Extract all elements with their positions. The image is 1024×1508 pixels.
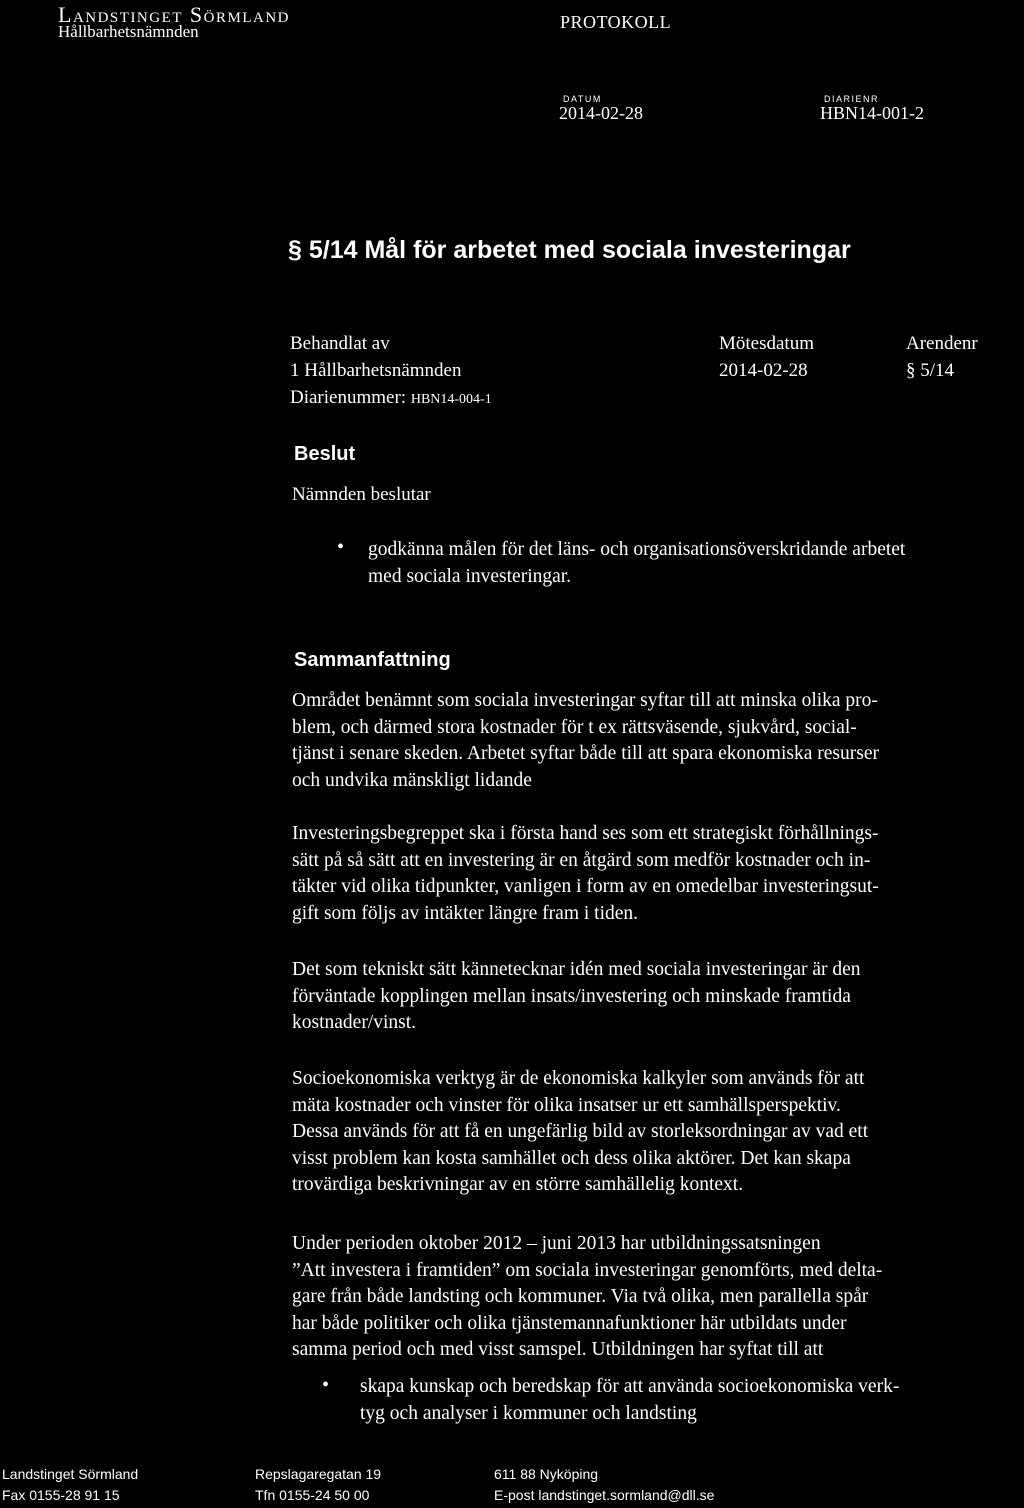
text-line: Investeringsbegreppet ska i första hand ses som ett strategiskt förhållnings- [292,823,879,844]
meeting-date-value: 2014-02-28 [719,360,808,381]
text-line: Under perioden oktober 2012 – juni 2013 har utbildningssatsningen [292,1233,821,1254]
text-line: Socioekonomiska verktyg är de ekonomiska kalkyler som används för att [292,1068,865,1089]
text-line: tyg och analyser i kommuner och landsting [360,1402,697,1424]
case-number-value: § 5/14 [906,360,955,381]
beslut-intro: Nämnden beslutar [292,484,431,505]
footer-postal: 611 88 Nyköping [494,1466,599,1482]
page-title: § 5/14 Mål för arbetet med sociala investeringar [288,236,851,264]
diarienr-value: HBN14-001-2 [820,103,924,123]
text-line: sätt på så sätt att en investering är en åtgärd som medför kostnader och in- [292,849,871,871]
text-line: gift som följs av intäkter längre fram i tiden. [292,902,639,924]
beslut-heading: Beslut [294,443,356,465]
footer-email: E-post landstinget.sormland@dll.se [494,1487,715,1503]
beslut-bullet-line: med sociala investeringar. [368,565,572,587]
footer-phone: Tfn 0155-24 50 00 [255,1487,370,1503]
text-line: täkter vid olika tidpunkter, vanligen i form av en omedelbar investeringsut- [292,876,879,897]
handled-by-header: Behandlat av [290,333,390,354]
handled-by-value: 1 Hållbarhetsnämnden [290,360,462,381]
text-line: kostnader/vinst. [292,1012,417,1033]
text-line: och undvika mänskligt lidande [292,769,532,791]
summary-paragraph-4 [292,1066,1016,1199]
text-line: Området benämnt som sociala investeringar syftar till att minska olika pro- [292,690,878,711]
text-line: förväntade kopplingen mellan insats/investering och minskade framtida [292,985,851,1007]
text-line: blem, och därmed stora kostnader för t ex rättsväsende, sjukvård, social- [292,716,857,738]
beslut-bullet [368,537,1018,590]
meeting-date-header: Mötesdatum [719,333,814,354]
summary-paragraph-3 [292,957,1016,1037]
text-line: tjänst i senare skeden. Arbetet syftar både till att spara ekonomiska resurser [292,743,879,764]
footer-org: Landstinget Sörmland [2,1466,139,1482]
text-line: visst problem kan kosta samhället och dess olika aktörer. Det kan skapa [292,1147,851,1169]
summary-paragraph-5 [292,1231,1016,1364]
document-type: PROTOKOLL [560,12,672,32]
text-line: Det som tekniskt sätt kännetecknar idén med sociala investeringar är den [292,959,861,980]
bullet-marker: • [322,1374,330,1396]
diarienummer-label: Diarienummer: [290,387,407,408]
text-line: trovärdiga beskrivningar av en större samhällelig kontext. [292,1174,744,1195]
case-number-header: Arendenr [906,333,978,354]
summary-paragraph-1 [292,688,1016,794]
date-label: DATUM [563,94,602,104]
text-line: skapa kunskap och beredskap för att använda socioekonomiska verk- [360,1376,900,1397]
text-line: har både politiker och olika tjänstemannafunktioner här utbildats under [292,1312,847,1334]
bullet-marker: • [337,536,345,558]
department-name: Hållbarhetsnämnden [58,22,199,41]
diarienr-label: DIARIENR [824,94,880,104]
summary-bullet [360,1374,1020,1427]
text-line: Dessa används för att få en ungefärlig bild av storleksordningar av vad ett [292,1121,869,1142]
text-line: mäta kostnader och vinster för olika insatser ur ett samhällsperspektiv. [292,1094,841,1116]
document-date: 2014-02-28 [559,103,643,123]
sammanfattning-heading: Sammanfattning [294,649,451,671]
beslut-bullet-line: godkänna målen för det läns- och organisationsöverskridande arbetet [368,539,906,560]
diarienummer-row [290,387,492,409]
organization-name: Landstinget Sörmland [58,2,290,27]
text-line: ”Att investera i framtiden” om sociala investeringar genomförts, med delta- [292,1259,883,1281]
text-line: gare från både landsting och kommuner. Via två olika, men parallella spår [292,1286,869,1307]
footer-street: Repslagaregatan 19 [255,1466,382,1482]
diarienummer-value: HBN14-004-1 [410,392,492,407]
summary-paragraph-2 [292,821,1016,927]
footer-fax: Fax 0155-28 91 15 [2,1487,120,1503]
text-line: samma period och med visst samspel. Utbildningen har syftat till att [292,1339,824,1360]
